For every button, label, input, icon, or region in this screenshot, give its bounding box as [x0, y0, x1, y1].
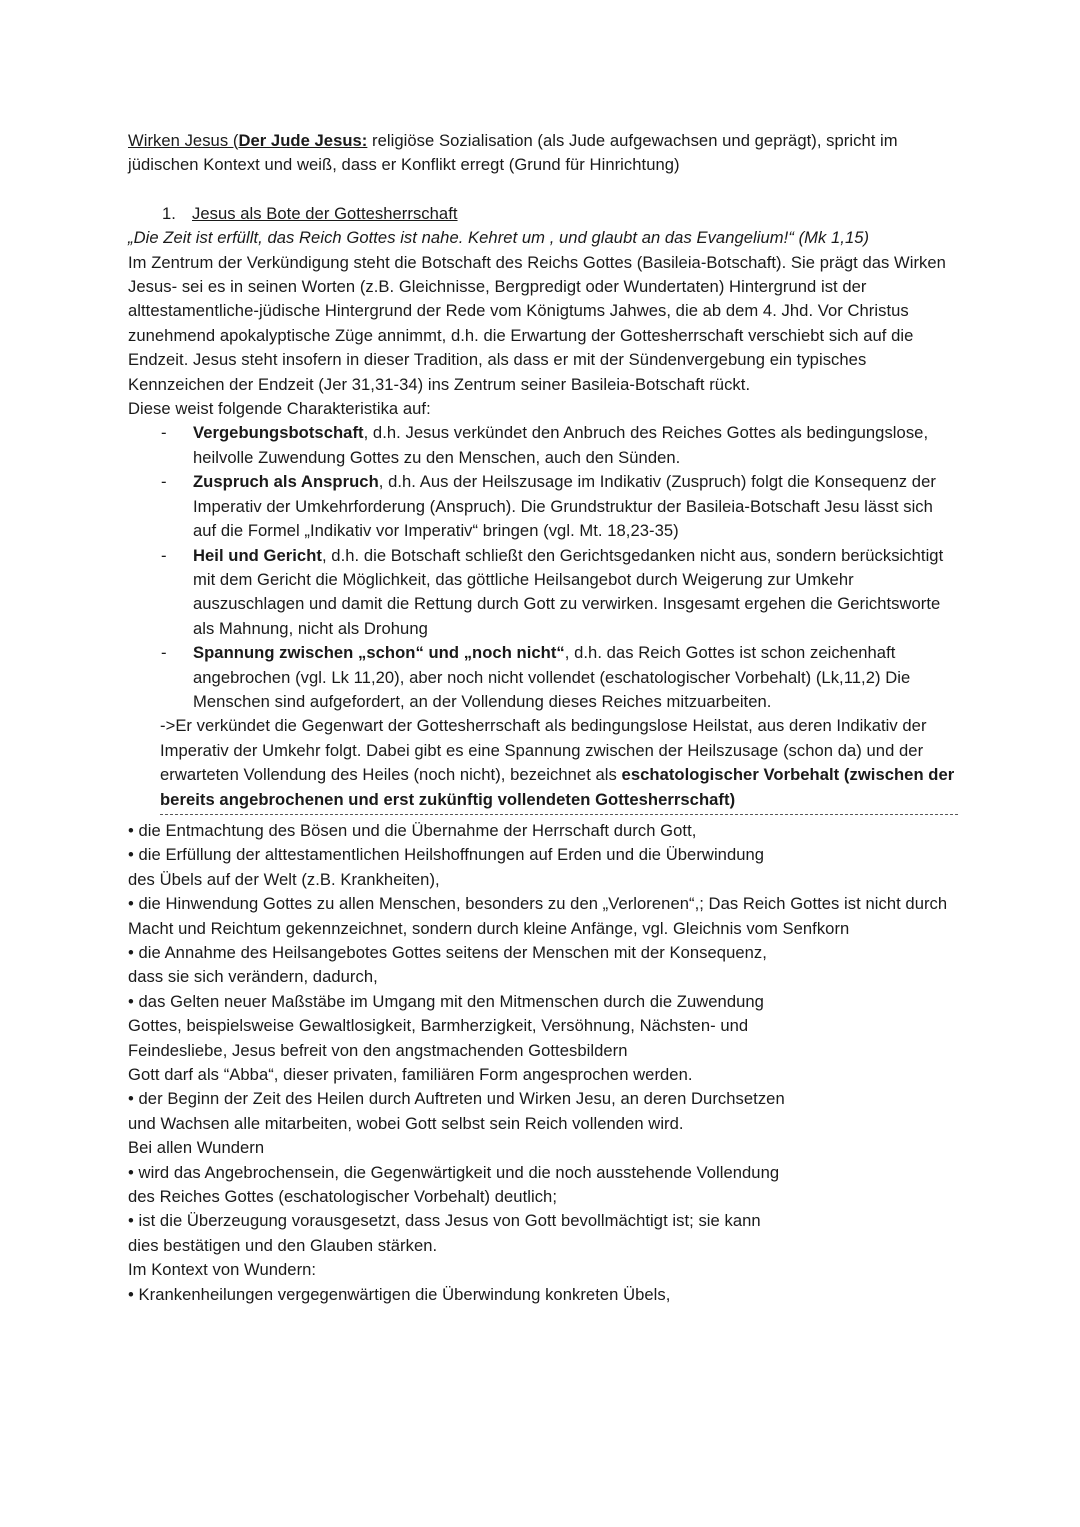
list-item	[128, 544, 958, 642]
bullet-icon: •	[128, 845, 139, 865]
bullet-text: die Annahme des Heilsangebotes Gottes seitens der Menschen mit der Konsequenz,	[138, 943, 767, 962]
bullet-text: Gott darf als “Abba“, dieser privaten, familiären Form angesprochen werden.	[128, 1065, 693, 1085]
list-item-text: , d.h. das Reich Gottes ist schon zeichenhaft angebrochen (vgl. Lk 11,20), aber noch nicht vollendet (eschatologischer Vorbehalt) (Lk,11,2) Die Menschen sind aufgefordert, an der Vollendung dieses Reiches mitzuarbeiten.	[193, 643, 911, 711]
intro-paragraph	[128, 129, 958, 178]
bullet-item	[128, 819, 958, 843]
list-item	[128, 470, 958, 543]
paragraph-basileia: Im Zentrum der Verkündigung steht die Botschaft des Reichs Gottes (Basileia-Botschaft). Sie prägt das Wirken Jesus- sei es in seinen Worten (z.B. Gleichnisse, Bergpredigt oder Wundertaten) Hintergrund ist der alttestamentliche-jüdische Hintergrund der Rede vom Königtums Jahwes, die ab dem 4. Jhd. Vor Christus zunehmend apokalyptische Züge annimmt, d.h. die Erwartung der Gottesherrschaft verschiebt sich auf die Endzeit. Jesus steht insofern in dieser Tradition, als dass er mit der Sündenvergebung ein typisches Kennzeichen der Endzeit (Jer 31,31-34) ins Zentrum seiner Basileia-Botschaft rückt.	[128, 252, 946, 394]
bullet-item	[128, 941, 958, 990]
bullet-text: das Gelten neuer Maßstäbe im Umgang mit den Mitmenschen durch die Zuwendung	[138, 991, 764, 1011]
notes-line	[128, 1258, 958, 1282]
list-item-text: , d.h. Aus der Heilszusage im Indikativ (Zuspruch) folgt die Konsequenz der Imperativ der Umkehrforderung (Anspruch). Die Grundstruktur der Basileia-Botschaft Jesu lässt sich auf die Formel „Indikativ vor Imperativ“ bringen (vgl. Mt. 18,23-35)	[193, 472, 936, 541]
characteristics-list	[128, 421, 958, 714]
summary-paragraph	[128, 714, 958, 812]
bullet-text: die Erfüllung der alttestamentlichen Heilshoffnungen auf Erden und die Überwindung	[138, 845, 765, 865]
bullet-icon: •	[128, 943, 139, 962]
bullet-item	[128, 1209, 958, 1258]
list-item-term: Zuspruch als Anspruch	[193, 472, 379, 492]
document-page	[128, 129, 958, 1307]
list-item	[128, 421, 958, 470]
list-item-term: Heil und Gericht	[193, 545, 322, 565]
bullet-item	[128, 1161, 958, 1210]
intro-title	[128, 131, 367, 150]
bullet-text: Krankenheilungen vergegenwärtigen die Überwindung konkreten Übels,	[138, 1284, 671, 1304]
bullet-text: und Wachsen alle mitarbeiten, wobei Gott selbst sein Reich vollenden wird.	[128, 1113, 684, 1133]
list-item-term: Spannung zwischen „schon“ und „noch nicht“	[193, 643, 565, 663]
bullet-icon: •	[128, 894, 139, 914]
bullet-text: Im Kontext von Wundern:	[128, 1260, 317, 1280]
bullet-text: dass sie sich verändern, dadurch,	[128, 967, 378, 987]
bullet-text: der Beginn der Zeit des Heilen durch Auftreten und Wirken Jesu, an deren Durchsetzen	[138, 1089, 785, 1109]
list-item-term: Vergebungsbotschaft	[193, 423, 364, 443]
intro-title-text: Wirken Jesus (	[128, 131, 239, 150]
section-number: 1.	[162, 203, 176, 223]
bullet-icon: •	[128, 1211, 139, 1231]
bullet-item	[128, 990, 958, 1088]
bullet-item	[128, 1087, 958, 1136]
list-item-text: , d.h. Jesus verkündet den Anbruch des Reiches Gottes als bedingungslose, heilvolle Zuwendung Gottes zu den Menschen, auch den Sünden.	[193, 423, 929, 467]
quote: „Die Zeit ist erfüllt, das Reich Gottes ist nahe. Kehret um , und glaubt an das Evangelium!“ (Mk 1,15)	[128, 228, 870, 248]
bullet-text: wird das Angebrochensein, die Gegenwärtigkeit und die noch ausstehende Vollendung	[138, 1162, 780, 1182]
notes-line	[128, 1136, 958, 1160]
list-item-text: , d.h. die Botschaft schließt den Gerichtsgedanken nicht aus, sondern berücksichtigt mit dem Gericht die Möglichkeit, das göttliche Heilsangebot durch Weigerung zur Umkehr auszuschlagen und damit die Rettung durch Gott zu verwirken. Insgesamt ergehen die Gerichtsworte als Mahnung, nicht als Drohung	[193, 545, 944, 638]
bullet-text: die Hinwendung Gottes zu allen Menschen, besonders zu den „Verlorenen“,; Das Reich Gottes ist nicht durch Macht und Reichtum gekennzeichnet, sondern durch kleine Anfänge, vgl. Gleichnis vom Senfkorn	[128, 894, 948, 938]
bullet-text: Bei allen Wundern	[128, 1138, 265, 1158]
intro-title-bold: Der Jude Jesus:	[238, 131, 368, 150]
bullet-item	[128, 892, 958, 941]
bullet-text: ist die Überzeugung vorausgesetzt, dass Jesus von Gott bevollmächtigt ist; sie kann	[138, 1211, 761, 1231]
bullet-icon: •	[128, 1162, 139, 1182]
bullet-icon: •	[128, 820, 139, 840]
section-heading	[128, 202, 958, 226]
bullet-item	[128, 843, 958, 892]
dashed-divider	[160, 814, 958, 815]
bullet-icon: •	[128, 1089, 139, 1109]
bullet-item	[128, 1283, 958, 1307]
bullet-text: die Entmachtung des Bösen und die Übernahme der Herrschaft durch Gott,	[138, 820, 697, 840]
intro-text: religiöse Sozialisation (als Jude aufgewachsen und geprägt), spricht im jüdischen Kontext und weiß, dass er Konflikt erregt (Grund für Hinrichtung)	[128, 131, 898, 175]
summary-bold: eschatologischer Vorbehalt (zwischen der bereits angebrochenen und erst zukünftig vollendeten Gottesherrschaft)	[160, 765, 955, 809]
bullet-icon: •	[128, 991, 139, 1011]
bullet-text: Feindesliebe, Jesus befreit von den angstmachenden Gottesbildern	[128, 1040, 628, 1060]
bullet-text: Gottes, beispielsweise Gewaltlosigkeit, Barmherzigkeit, Versöhnung, Nächsten- und	[128, 1016, 749, 1036]
summary-text: ->Er verkündet die Gegenwart der Gottesherrschaft als bedingungslose Heilstat, aus deren Indikativ der Imperativ der Umkehr folgt. Dabei gibt es eine Spannung zwischen der Heilszusage (schon da) und der erwarteten Vollendung des Heiles (noch nicht), bezeichnet als	[160, 716, 927, 785]
bullet-text: des Übels auf der Welt (z.B. Krankheiten),	[128, 869, 440, 889]
bullet-icon: •	[128, 1284, 139, 1304]
notes-list	[128, 819, 958, 1307]
bullet-text: des Reiches Gottes (eschatologischer Vorbehalt) deutlich;	[128, 1187, 557, 1207]
section-title: Jesus als Bote der Gottesherrschaft	[192, 203, 458, 223]
list-item	[128, 641, 958, 714]
paragraph-characteristics-intro: Diese weist folgende Charakteristika auf:	[128, 399, 431, 419]
bullet-text: dies bestätigen und den Glauben stärken.	[128, 1235, 438, 1255]
